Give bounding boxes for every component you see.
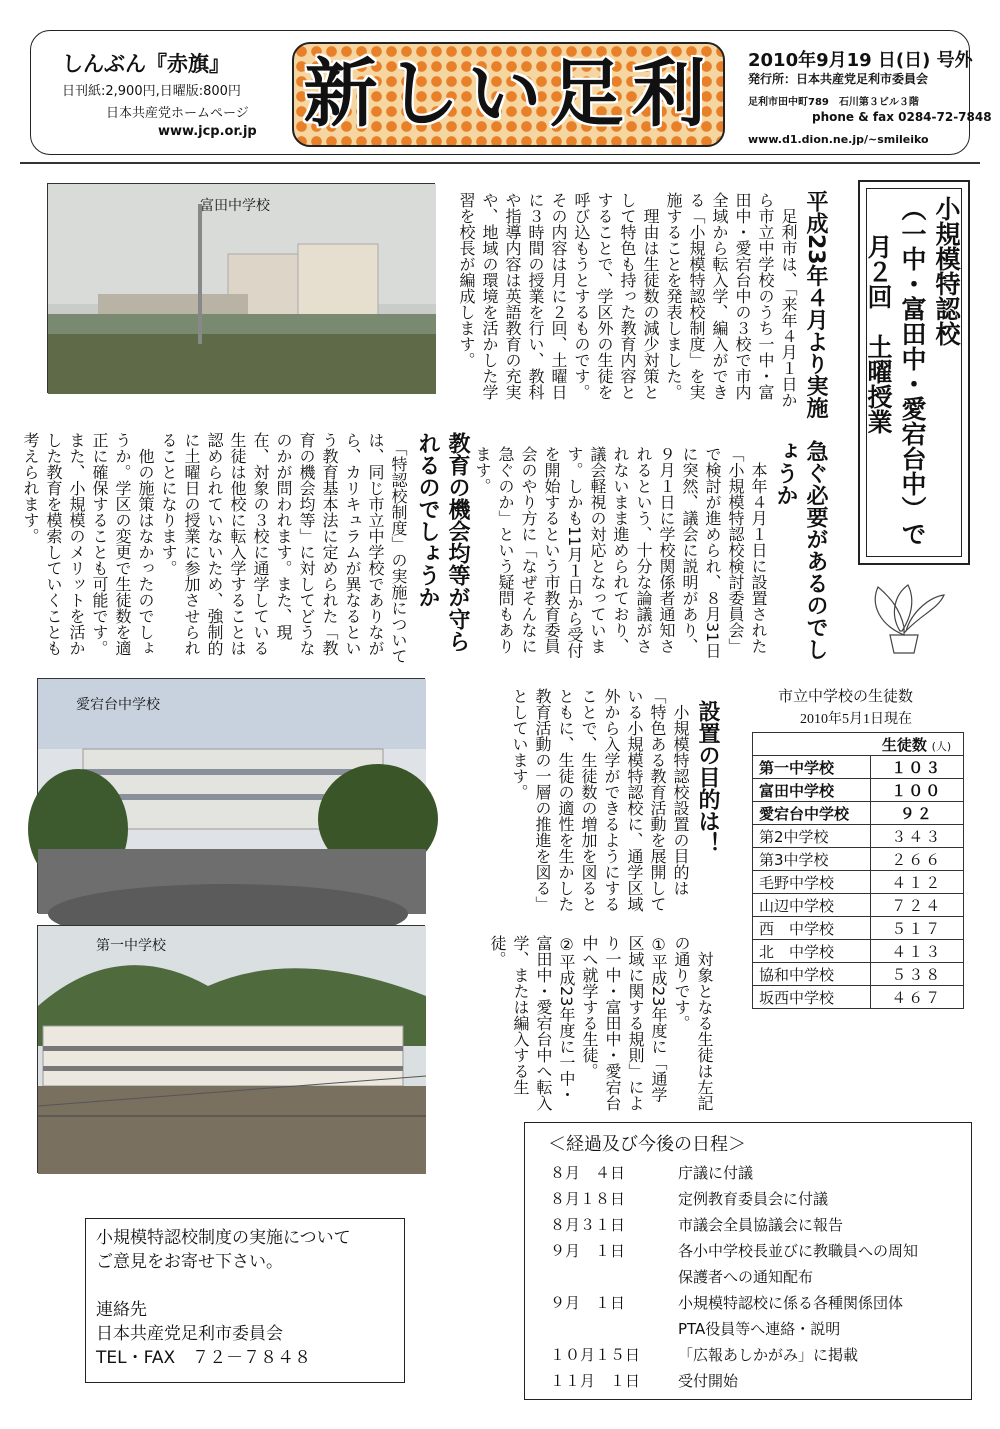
- table-row: [753, 894, 964, 917]
- photo-caption: 富田中学校: [200, 198, 270, 214]
- schedule-event: 受付開始: [678, 1372, 739, 1390]
- table-row: [753, 802, 964, 825]
- masthead-divider: [20, 162, 980, 164]
- schedule-row: [530, 1238, 970, 1264]
- schedule-event: 庁議に付議: [678, 1164, 754, 1182]
- schedule-row: [530, 1342, 970, 1368]
- table-row: [753, 940, 964, 963]
- headline-line1: 小規模特認校: [932, 196, 961, 346]
- headline-line2: （一中・富田中・愛宕台中）で: [898, 196, 927, 546]
- section4-item: ①平成23年度に「通学区域に関する規則」により一中・富田中・愛宕台中へ就学する生徒。: [580, 935, 668, 1111]
- table-row: [753, 756, 964, 779]
- daiichi-school-image: [38, 926, 426, 1174]
- schedule-date: ９月 １日: [550, 1294, 626, 1312]
- student-count-cell: ２６６: [870, 848, 963, 871]
- table-row: [753, 848, 964, 871]
- section1-body: [457, 192, 800, 412]
- section3-para: 他の施策はなかったのでしょうか。学区の変更で生徒数を適正に確保することも可能です。また、小規模のメリットを活かした教育を模索していくことも考えられます。: [21, 432, 155, 656]
- schedule-date: ９月 １日: [550, 1242, 626, 1260]
- student-count-cell: ４１２: [870, 871, 963, 894]
- schedule-event: 定例教育委員会に付議: [678, 1190, 829, 1208]
- school-name-cell: 坂西中学校: [753, 986, 871, 1009]
- publisher-url[interactable]: www.d1.dion.ne.jp/~smileiko: [748, 133, 929, 146]
- school-name-cell: 山辺中学校: [753, 894, 871, 917]
- section4-para: 対象となる生徒は左記の通りです。: [672, 935, 714, 1111]
- student-count-cell: ４６７: [870, 986, 963, 1009]
- table-header-empty: [753, 733, 871, 756]
- schedule-date: ８月３１日: [550, 1216, 626, 1234]
- section1-para: 足利市は、「来年４月１日から市立中学校のうち一中・富田中・愛宕台中の３校で市内全域から転入学、編入ができる「小規模特認校制度」を実施することを発表しました。: [664, 192, 798, 408]
- school-name-cell: 富田中学校: [753, 779, 871, 802]
- schedule-row: [530, 1186, 970, 1212]
- table-body: [753, 756, 964, 1009]
- section2-para: 本年４月１日に設置された「小規模特認校検討委員会」で検討が進められ、８月31日に突然、議会に説明があり、９月１日に学校関係者通知されるという、十分な論議がされないまま進められており、議会軽視の対応となっています。しかも11月１日から受付を開始するという市教育委員会のやり方に「なぜそんなに急ぐのか」という疑問もあります。: [473, 446, 768, 659]
- col-header-unit: (人): [931, 739, 952, 753]
- table-row: [753, 871, 964, 894]
- photo-daiichi: [37, 925, 425, 1173]
- school-name-cell: 北 中学校: [753, 940, 871, 963]
- school-name-cell: 毛野中学校: [753, 871, 871, 894]
- schedule-event: 市議会全員協議会に報告: [678, 1216, 844, 1234]
- student-count-cell: ５３８: [870, 963, 963, 986]
- homepage-label: 日本共産党ホームページ: [106, 106, 249, 121]
- tomita-school-image: [48, 184, 436, 394]
- section3-body: [21, 432, 410, 667]
- school-name-cell: 第3中学校: [753, 848, 871, 871]
- schedule-date: ８月 ４日: [550, 1164, 626, 1182]
- contact-text: [96, 1226, 351, 1370]
- school-name-cell: 協和中学校: [753, 963, 871, 986]
- contact-line1: 小規模特認校制度の実施について: [96, 1228, 351, 1248]
- student-count-cell: ９２: [870, 802, 963, 825]
- student-count-cell: １００: [870, 779, 963, 802]
- schedule-title: ＜経過及び今後の日程＞: [548, 1134, 746, 1155]
- homepage-url[interactable]: www.jcp.or.jp: [158, 124, 257, 139]
- table-header-row: [753, 733, 964, 756]
- contact-org: 日本共産党足利市委員会: [96, 1324, 283, 1344]
- student-count-cell: ３４３: [870, 825, 963, 848]
- schedule-date: １１月 １日: [550, 1372, 641, 1390]
- student-count-table: [752, 732, 964, 1009]
- table-row: [753, 986, 964, 1009]
- headline-line3: 月２回 土曜授業: [864, 234, 893, 434]
- school-name-cell: 第2中学校: [753, 825, 871, 848]
- headline-text: [861, 196, 963, 556]
- section3-para: 「特認校制度」の実施については、同じ市立中学校でありながら、カリキュラムが異なるという教育基本法に定められた「教育の機会均等」に対してどうなのかが問われます。また、現在、対象の３校に通学している生徒は他校に転入学することは認められていないため、強制的に土曜日の授業に参加させられることになります。: [159, 432, 408, 664]
- col-header-label: 生徒数: [881, 735, 927, 754]
- schedule-event: 小規模特認校に係る各種関係団体: [678, 1294, 904, 1312]
- schedule-row: [530, 1368, 970, 1394]
- publisher: 発行所：日本共産党足利市委員会: [748, 72, 929, 86]
- schedule-row: [530, 1290, 970, 1316]
- table-as-of: 2010年5月1日現在: [800, 712, 912, 727]
- school-name-cell: 第一中学校: [753, 756, 871, 779]
- publisher-address: 足利市田中町789 石川第３ビル３階: [748, 97, 919, 108]
- student-count-cell: １０３: [870, 756, 963, 779]
- table-title: 市立中学校の生徒数: [778, 687, 914, 705]
- section4-item: ②平成23年度に一中・富田中・愛宕台中へ転入学、または編入する生徒。: [488, 935, 576, 1111]
- schedule-date: １０月１５日: [550, 1346, 641, 1364]
- section3-heading: 教育の機会均等が守られるのでしょうか: [415, 432, 470, 652]
- section4-para: 小規模特認校設置の目的は「特色ある教育活動を展開している小規模特認校に、通学区域外から入学ができるようにすることで、生徒数の増加を図るとともに、生徒の適性を生かした教育活動の一層の推進を図る」としています。: [510, 688, 690, 912]
- table-row: [753, 825, 964, 848]
- newspaper-title: 新しい足利: [303, 51, 714, 137]
- student-count-cell: ５１７: [870, 917, 963, 940]
- student-count-cell: ７２４: [870, 894, 963, 917]
- schedule-event: PTA役員等へ連絡・説明: [678, 1320, 841, 1338]
- paper-name: しんぶん『赤旗』: [62, 52, 230, 76]
- contact-tel: TEL・FAX ７２－７８４８: [96, 1348, 312, 1368]
- table-row: [753, 963, 964, 986]
- schedule-list: [530, 1160, 970, 1394]
- schedule-row: [530, 1160, 970, 1186]
- atagodai-school-image: [38, 679, 426, 914]
- contact-line2: ご意見をお寄せ下さい。: [96, 1252, 283, 1272]
- section2-heading: 急ぐ必要があるのでしょうか: [773, 440, 828, 660]
- schedule-row: [530, 1212, 970, 1238]
- table-row: [753, 917, 964, 940]
- school-name-cell: 西 中学校: [753, 917, 871, 940]
- section1-heading: 平成23年４月より実施: [803, 190, 828, 419]
- photo-caption: 第一中学校: [96, 938, 166, 954]
- section4-body: [484, 688, 692, 916]
- issue-date: 2010年9月19 日(日) 号外: [748, 50, 973, 71]
- schedule-row: [530, 1316, 970, 1342]
- schedule-row: [530, 1264, 970, 1290]
- contact-label: 連絡先: [96, 1300, 147, 1320]
- subscription-prices: 日刊紙:2,900円,日曜版:800円: [62, 84, 241, 99]
- publisher-phone: phone & fax 0284-72-7848: [812, 110, 992, 124]
- schedule-event: 各小中学校長並びに教職員への周知: [678, 1242, 919, 1260]
- photo-caption: 愛宕台中学校: [76, 697, 160, 713]
- section4-heading: 設置の目的は！: [695, 700, 720, 854]
- table-header-count: [870, 733, 963, 756]
- student-count-cell: ４１３: [870, 940, 963, 963]
- section2-body: [473, 446, 770, 661]
- schedule-event: 「広報あしかがみ」に掲載: [678, 1346, 859, 1364]
- school-name-cell: 愛宕台中学校: [753, 802, 871, 825]
- plant-illustration: [860, 575, 948, 655]
- section4-targets: [484, 935, 716, 1115]
- section1-para: 理由は生徒数の減少対策として特色も持った教育内容とすることで、学区外の生徒を呼び込もうとするものです。その内容は月に２回、土曜日に３時間の授業を行い、教科や指導内容は英語教育の充実や、地域の環境を活かした学習を校長が編成します。: [457, 192, 660, 400]
- table-row: [753, 779, 964, 802]
- schedule-date: ８月１８日: [550, 1190, 626, 1208]
- schedule-event: 保護者への通知配布: [678, 1268, 814, 1286]
